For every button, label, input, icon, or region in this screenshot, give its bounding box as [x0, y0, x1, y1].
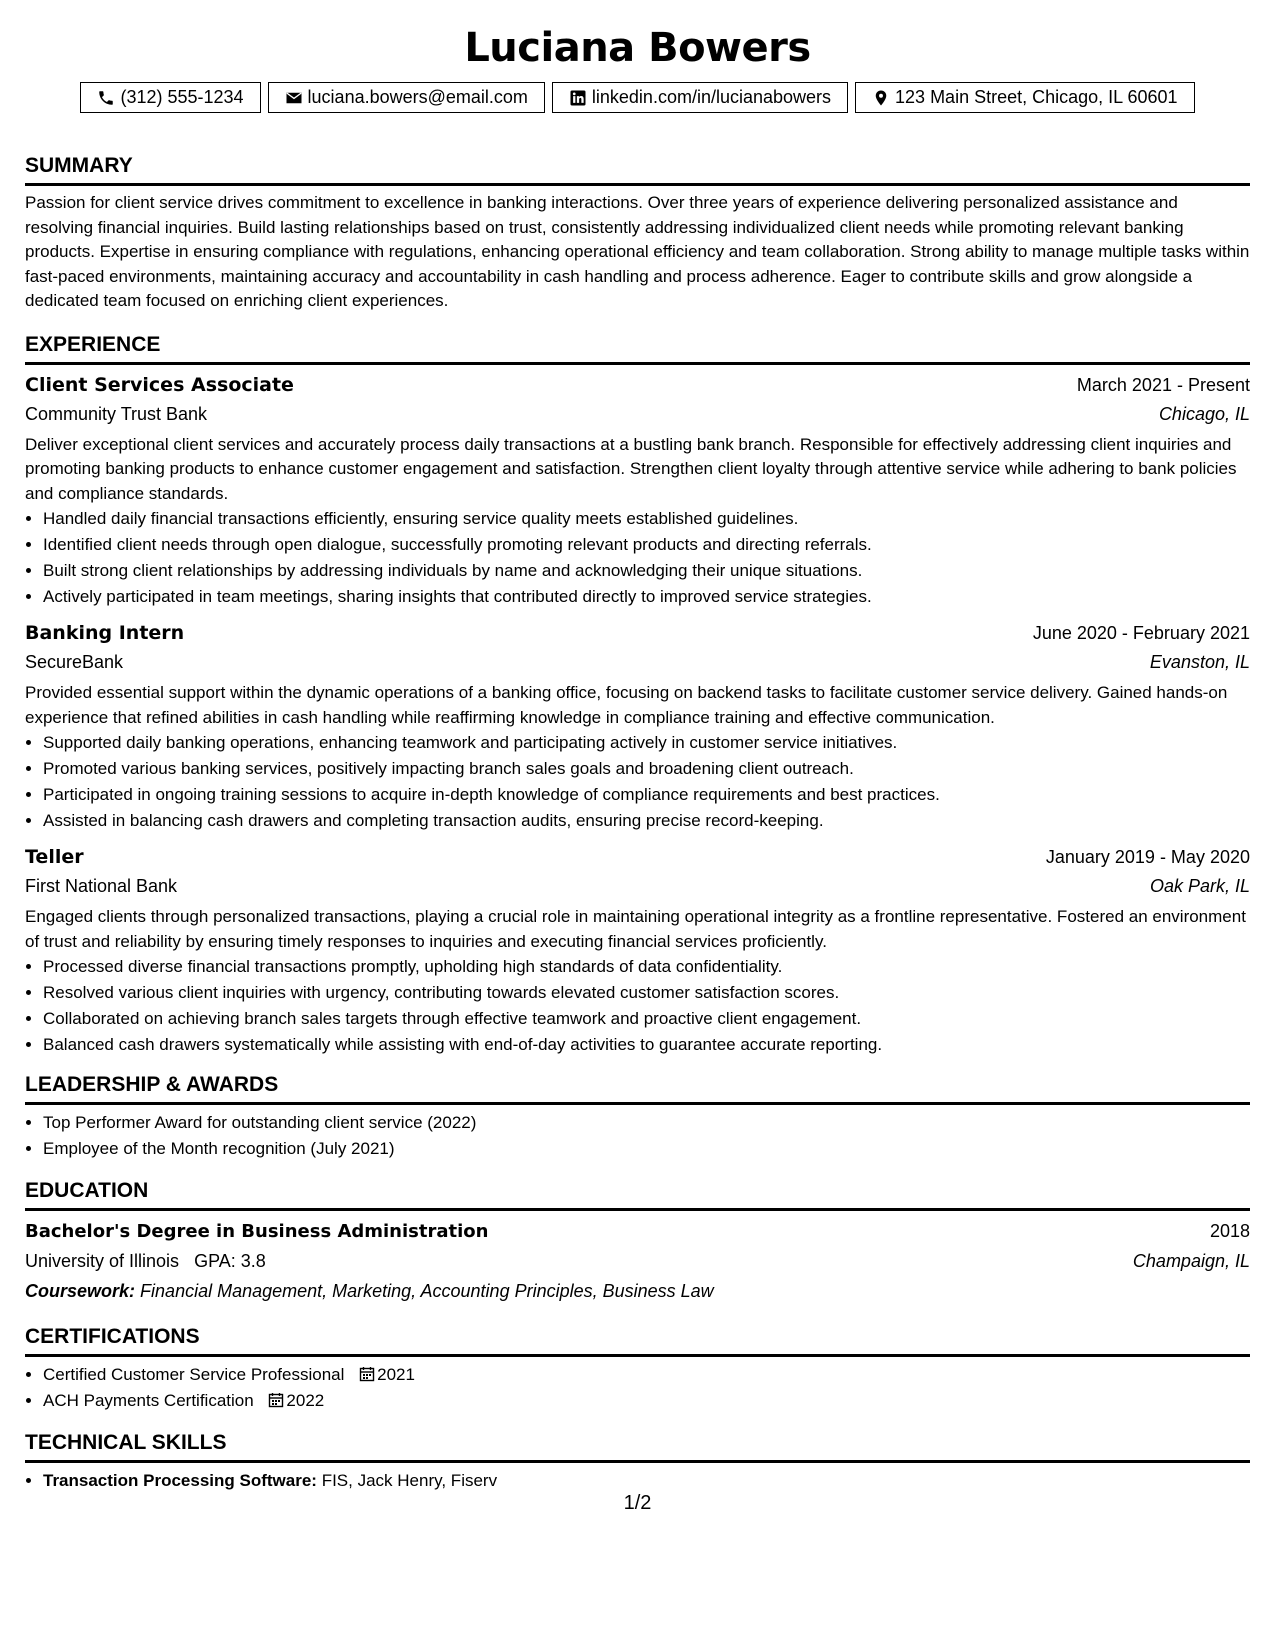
skills-section: [25, 1430, 1250, 1494]
section-heading: CERTIFICATIONS: [25, 1324, 1250, 1357]
job-description: Deliver exceptional client services and accurately process daily transactions at a bustling bank branch. Responsible for effectively addressing client inquiries and promoting banking products to enhance customer engagement and satisfaction. Strengthen client loyalty through attentive service while adhering to bank policies and compliance standards.: [25, 434, 1237, 503]
certifications-section: [25, 1324, 1250, 1414]
job-location: Chicago, IL: [1158, 403, 1250, 424]
contact-phone: [80, 82, 260, 113]
list-item: [43, 1362, 1250, 1388]
list-item: • Collaborated on achieving branch sales targets through effective teamwork and proactive client engagement.: [43, 1006, 1250, 1032]
job-entry: [25, 618, 1250, 834]
section-heading: SUMMARY: [25, 153, 1250, 186]
coursework-label: Coursework:: [25, 1281, 136, 1301]
address-text: 123 Main Street, Chicago, IL 60601: [895, 87, 1178, 107]
gpa: GPA: 3.8: [194, 1251, 266, 1271]
contact-linkedin[interactable]: [552, 82, 848, 113]
degree-year: 2018: [1209, 1221, 1250, 1241]
job-description: Engaged clients through personalized transactions, playing a crucial role in maintaining operational integrity as a frontline representative. Fostered an environment of trust and reliability by ensuring timely responses to inquiries and executing financial services proficiently.: [25, 907, 1246, 951]
list-item: • Supported daily banking operations, enhancing teamwork and participating actively in customer service initiatives.: [43, 730, 1250, 756]
list-item: [43, 1468, 1250, 1494]
map-pin-icon: [872, 89, 890, 107]
job-dates: June 2020 - February 2021: [1032, 623, 1250, 643]
list-item: [43, 1388, 1250, 1414]
job-bullets: [25, 730, 1250, 834]
linkedin-icon: [569, 89, 587, 107]
list-item: • Assisted in balancing cash drawers and completing transaction audits, ensuring precise record-keeping.: [43, 808, 1250, 834]
education-section: [25, 1178, 1250, 1306]
experience-section: [25, 332, 1250, 1059]
contact-email[interactable]: [268, 82, 545, 113]
awards-section: [25, 1072, 1250, 1162]
skill-value: FIS, Jack Henry, Fiserv: [321, 1471, 498, 1490]
list-item: • Top Performer Award for outstanding client service (2022): [43, 1110, 1250, 1136]
list-item: • Built strong client relationships by addressing individuals by name and acknowledging their unique situations.: [43, 558, 1250, 584]
cert-year: 2022: [286, 1391, 325, 1410]
phone-icon: [97, 89, 115, 107]
job-company: First National Bank: [25, 876, 178, 896]
job-company: SecureBank: [25, 652, 124, 672]
job-dates: March 2021 - Present: [1076, 374, 1250, 395]
job-location: Evanston, IL: [1149, 652, 1250, 672]
contact-address: [855, 82, 1195, 113]
job-location: Oak Park, IL: [1149, 876, 1250, 896]
email-text: luciana.bowers@email.com: [307, 87, 528, 107]
cert-name: Certified Customer Service Professional: [43, 1365, 345, 1384]
list-item: • Actively participated in team meetings, sharing insights that contributed directly to improved service strategies.: [43, 584, 1250, 610]
list-item: • Handled daily financial transactions efficiently, ensuring service quality meets established guidelines.: [43, 506, 1250, 532]
phone-text: (312) 555-1234: [120, 87, 244, 107]
job-bullets: [25, 506, 1250, 610]
job-dates: January 2019 - May 2020: [1045, 847, 1250, 867]
coursework: [25, 1276, 1250, 1306]
degree-title: Bachelor's Degree in Business Administration: [25, 1221, 489, 1242]
cert-name: ACH Payments Certification: [43, 1391, 254, 1410]
section-heading: LEADERSHIP & AWARDS: [25, 1072, 1250, 1105]
envelope-icon: [285, 89, 303, 107]
job-company: Community Trust Bank: [25, 403, 208, 424]
job-title: Banking Intern: [25, 622, 185, 644]
list-item: • Identified client needs through open dialogue, successfully promoting relevant products and directing referrals.: [43, 532, 1250, 558]
list-item: • Resolved various client inquiries with urgency, contributing towards elevated customer satisfaction scores.: [43, 980, 1250, 1006]
summary-section: [25, 153, 1250, 314]
awards-list: [25, 1110, 1250, 1162]
list-item: • Employee of the Month recognition (July 2021): [43, 1136, 1250, 1162]
section-heading: TECHNICAL SKILLS: [25, 1430, 1250, 1463]
list-item: • Processed diverse financial transactions promptly, upholding high standards of data confidentiality.: [43, 954, 1250, 980]
summary-text: Passion for client service drives commitment to excellence in banking interactions. Over three years of experience delivering personalized assistance and resolving financial inquiries. Build lasting relationships based on trust, consistently addressing individualized client needs while promoting relevant banking products. Expertise in ensuring compliance with regulations, enhancing operational efficiency and team collaboration. Strong ability to manage multiple tasks within fast-paced environments, maintaining accuracy and accountability in cash handling and process adherence. Eager to contribute skills and grow alongside a dedicated team focused on enriching client experiences.: [25, 193, 1250, 310]
list-item: • Participated in ongoing training sessions to acquire in-depth knowledge of compliance requirements and best practices.: [43, 782, 1250, 808]
cert-year: 2021: [377, 1365, 415, 1384]
job-entry: [25, 370, 1250, 611]
linkedin-text: linkedin.com/in/lucianabowers: [591, 87, 832, 107]
page-number: 1/2: [623, 1492, 652, 1514]
job-entry: [25, 842, 1250, 1058]
candidate-name: Luciana Bowers: [464, 25, 811, 71]
job-title: Teller: [25, 846, 84, 868]
skill-label: Transaction Processing Software:: [43, 1471, 317, 1490]
list-item: • Promoted various banking services, positively impacting branch sales goals and broadening client outreach.: [43, 756, 1250, 782]
job-bullets: [25, 954, 1250, 1058]
job-title: Client Services Associate: [25, 373, 294, 396]
job-description: Provided essential support within the dynamic operations of a banking office, focusing on backend tasks to facilitate customer service delivery. Gained hands-on experience that refined abilities in cash handling while reaffirming knowledge in compliance training and effective communication.: [25, 683, 1228, 727]
contact-bar: [25, 82, 1250, 113]
school-location: Champaign, IL: [1132, 1251, 1250, 1271]
certifications-list: [25, 1362, 1250, 1414]
coursework-list: Financial Management, Marketing, Accounting Principles, Business Law: [140, 1281, 714, 1301]
calendar-icon: [268, 1392, 284, 1408]
section-heading: EXPERIENCE: [25, 332, 1250, 365]
school-name: University of Illinois: [25, 1251, 180, 1271]
calendar-icon: [359, 1366, 375, 1382]
skills-list: [25, 1468, 1250, 1494]
list-item: • Balanced cash drawers systematically while assisting with end-of-day activities to guarantee accurate reporting.: [43, 1032, 1250, 1058]
section-heading: EDUCATION: [25, 1178, 1250, 1211]
